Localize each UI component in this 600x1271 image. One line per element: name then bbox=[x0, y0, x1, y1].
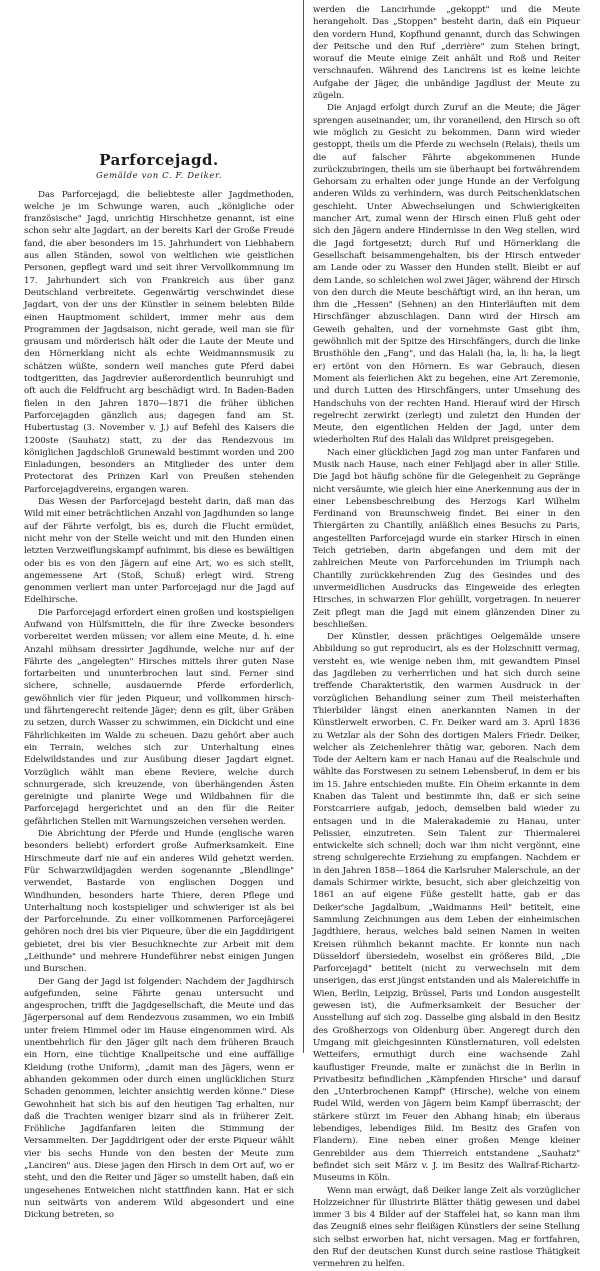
paragraph: Die Abrichtung der Pferde und Hunde (englische waren besonders beliebt) erfordert große Aufmerksamkeit. Eine Hirschmeute darf nie auf ein anderes Wild gehetzt werden. Für Schwarzwildjagden werden sogenannte „Blendlinge" verwendet, Bastarde von englischen Doggen und Windhunden, besonders harte Thiere, deren Pflege und Unterhaltung noch kostspieliger und schwieriger ist als bei der Parforcehunde. Zu einer vollkommenen Parforcejägerei gehören noch drei bis vier Piqueure, über die ein Jagddirigent gebietet, drei bis vier Besuchknechte zur Arbeit mit dem „Leithunde" und mehrere Hundeführer nebst einigen Jungen und Burschen. bbox=[24, 829, 294, 975]
paragraph: Wenn man erwägt, daß Deiker lange Zeit als vorzüglicher Holzzeichner für illustrirte Blätter thätig gewesen und dabei immer 3 bis 4 Bilder auf der Staffelei hat, so kann man ihm das Zeugniß eines sehr fleißigen Künstlers der seine Stellung sich selbst erworben hat, nicht versagen. Mag er fortfahren, den Ruf der deutschen Kunst durch seine rastlose Thätigkeit vermehren zu helfen. bbox=[313, 1185, 580, 1270]
article-subtitle: Gemälde von C. F. Deiker. bbox=[95, 171, 223, 182]
paragraph: Das Wesen der Parforcejagd besteht darin, daß man das Wild mit einer beträchtlichen Anzahl von Jagdhunden so lange auf der Fährte verfolgt, bis es, durch die Flucht ermüdet, nicht mehr von der Stelle weicht und mit den Hunden einen letzten Verzweiflungskampf aufnimmt, bis diese es bewältigen oder bis es von den Jägern auf eine Art, wo es sich stellt, angemessene Art (Stoß, Schuß) erlegt wird. Streng genommen verliert man unter Parforcejagd nur die Jagd auf Edelhirsche. bbox=[24, 497, 294, 606]
paragraph: Der Gang der Jagd ist folgender: Nachdem der Jagdhirsch aufgefunden, seine Fährte genau untersucht und angesprochen, trifft die Jagdgesellschaft, die Meute und das Jägerpersonal auf dem Rendezvous zusammen, wo ein Imbiß unter freiem Himmel oder im Hause eingenommen wird. Als unentbehrlich für den Jäger gilt nach dem früheren Brauch ein Horn, eine tüchtige Knallpeitsche und eine auffällige Kleidung (rothe Uniform), „damit man des Jägers, wenn er abhanden gekommen oder durch einen unglücklichen Sturz Schaden genommen, leichter ansichtig werden könne." Diese Gewohnheit hat sich bis auf den heutigen Tag erhalten, nur daß die Trachten weniger bizarr sind als in früherer Zeit. Fröhliche Jagdfanfaren leiten die Stimmung der Versammelten. Der Jagddirigent oder der erste Piqueur wählt vier bis sechs Hunde von den besten der Meute zum „Lanciren" aus. Diese jagen den Hirsch in dem Ort auf, wo er steht, und den die Reiter und Jäger so umstellt haben, daß ein ungesehenes Entweichen nicht stattfinden kann. Hat er sich nun seitwärts von anderem Wild abgesondert und eine Dickung betreten, so bbox=[24, 976, 294, 1221]
paragraph: Der Künstler, dessen prächtiges Oelgemälde unsere Abbildung so gut reproducirt, als es der Holzschnitt vermag, versteht es, wie wenige neben ihm, mit gewandtem Pinsel das Jagdleben zu verherrlichen und hat sich durch seine treffende Charakteristik, den warmen Ausdruck in der vorzüglichen Behandlung seiner zum Theil meisterhaften Thierbilder längst einen anerkannten Namen in der Künstlerwelt erworben. C. Fr. Deiker ward am 3. April 1836 zu Wetzlar als der Sohn des dortigen Malers Friedr. Deiker, welcher als Zeichenlehrer thätig war, geboren. Nach dem Tode der Aeltern kam er nach Hanau auf die Realschule und wählte das Forstwesen zu seinem Lebensberuf, in dem er bis im 15. Jahre entschieden mußte. Ein Oheim erkannte in dem Knaben das Talent und bestimmte ihn, daß er sich seine Forstcarriere aufgab, jedoch, demselben bald wieder zu entsagen und in die Malerakademie zu Hanau, unter Pelissier, einzutreten. Sein Talent zur Thiermalerei entwickelte sich schnell; doch war ihm nicht vergönnt, eine streng schulgerechte Erziehung zu empfangen. Nachdem er in den Jahren 1858—1864 die Karlsruher Malerschule, an der damals Schirmer wirkte, besucht, sich aber gleichzeitig von 1861 an auf eigene Füße gestellt hatte, gab er das Deiker'sche Jagdalbum, „Waidmanns Heil" betitelt, eine Sammlung Zeichnungen aus dem Leben der einheimischen Jagdthiere, heraus, welches bald seinen Namen in weiten Kreisen rühmlich bekannt machte. Er konnte nun nach Düsseldorf übersiedeln, woselbst ein größeres Bild, „Die Parforcejagd" betitelt (nicht zu verwechseln mit dem unserigen, das erst jüngst entstanden und als Malereichiffe in Wien, Berlin, Leipzig, Brüssel, Paris und London ausgestellt gewesen ist), die Aufmerksamkeit der Besucher der Ausstellung auf sich zog. Dasselbe ging alsbald in den Besitz des Großherzogs von Oldenburg über. Angeregt durch den Umgang mit gleichgesinnten Künstlernaturen, voll edelsten Wetteifers, ermuthigt durch eine wachsende Zahl kauflustiger Freunde, malte er zunächst die in Berlin in Privatbesitz befindlichen „Kämpfenden Hirsche" und darauf den „Unterbrochenen Kampf" (Hirsche), welche von einem Rudel Wild, werden von Jägern beim Kampf überrascht; der stärkere stürzt im Feuer den Abhang hinab; ein überaus lebendiges, lebendiges Bild. Im Besitz des Grafen von Flandern). Eine neben einer großen Menge kleiner Genrebilder aus dem Thierreich entstandene „Sauhatz" befindet sich seit März v. J. im Besitz des Wallraf-Richartz-Museums in Köln. bbox=[313, 632, 580, 1184]
left-column bbox=[24, 150, 294, 1221]
paragraph: Die Anjagd erfolgt durch Zuruf an die Meute; die Jäger sprengen auseinander, um, ihr voraneilend, den Hirsch so oft wie möglich zu Gesicht zu bekommen. Dann wird wieder gestoppt, theils um die Pferde zu wechseln (Relais), theils um die auf falscher Fährte abgekommenen Hunde zurückzubringen, theils um sie überhaupt bei fortwährendem Gehorsam zu erhalten oder junge Hunde an der Verfolgung anderen Wilds zu verhindern, was durch Peitschenklatschen geschieht. Unter Abwechselungen und Schwierigkeiten mancher Art, zumal wenn der Hirsch einen Fluß geht oder sich den Jägern andere Hindernisse in den Weg stellen, wird die Jagd fortgesetzt; durch Ruf und Hörnerklang die Gesellschaft beisammengehalten, bis der Hirsch entweder am Lande oder zu Wasser den Hunden stellt. Bleibt er auf dem Lande, so schleichen wol zwei Jäger, während der Hirsch von den durch die Meute beschäftigt wird, an ihn heran, um ihm die „Hessen" (Sehnen) an den Hinterläuften mit dem Hirschfänger abzuschlagen. Dann wird der Hirsch am Geweih gehalten, und der vornehmste Gast gibt ihm, gewöhnlich mit der Spitze des Hirschfängers, durch die linke Brusthöhle den „Fang", und das Halali (ha, la, li: ha, la liegt er) ertönt von den Hörnern. Es war Gebrauch, diesen Moment als feierlichen Akt zu begehen, eine Art Zeremonie, und durch Lutten des Hirschfängers, unter Umsehung des Handschuhs von der rechten Hand. Hierauf wird der Hirsch regelrecht zerwirkt (zerlegt) und zuletzt den Hunden der Meute, den eigentlichen Helden der Jagd, unter dem wiederholten Ruf des Halali das Wildpret preisgegeben. bbox=[313, 103, 580, 446]
article-title: Parforcejagd. bbox=[99, 151, 219, 169]
paragraph: Nach einer glücklichen Jagd zog man unter Fanfaren und Musik nach Hause, nach einer Fehljagd aber in aller Stille. Die Jagd bot häufig schöne für die Gelegenheit zu Gepränge nicht versäumte, wie gleich hier eine Anerkennung aus der in einer Lebensbeschreibung des Herzogs Karl Wilhelm Ferdinand von Braunschweig findet. Bei einer in den Thiergärten zu Chantilly, anläßlich eines Besuchs zu Paris, angestellten Parforcejagd wurde ein starker Hirsch in einen Teich getrieben, darin abgefangen und dem mit der zahlreichen Meute von Parforcehunden im Triumph nach Chantilly zurückkehrenden Zug des Gesindes und des unvermeidlichen Ausdrucks das Eingeweide des erlegten Hirsches, in schwarzen Flor gehüllt, vorgetragen. In neuerer Zeit pflegt man die Jagd mit einem glänzenden Diner zu beschließen. bbox=[313, 447, 580, 630]
paragraph: werden die Lancirhunde „gekoppt" und die Meute herangeholt. Das „Stoppen" besteht darin, daß ein Piqueur den vordern Hund, Kopfhund genannt, durch das Schwingen der Peitsche und den Ruf „derrière" zum Stehen bringt, worauf die Meute einige Zeit anhält und Roß und Reiter verschnaufen. Während des Lancirens ist es keine leichte Aufgabe der Jäger, die unbändige Jagdlust der Meute zu zügeln. bbox=[313, 5, 580, 102]
right-column bbox=[313, 4, 580, 1270]
paragraph: Die Parforcejagd erfordert einen großen und kostspieligen Aufwand von Hülfsmitteln, die für ihre Zwecke besonders vorbereitet werden müssen; vor allem eine Meute, d. h. eine Anzahl mühsam dressirter Jagdhunde, welche nur auf der Fährte des „angelegten" Hirsches mittels ihrer guten Nase fortarbeiten und ununterbrochen laut sind. Ferner sind sichere, schnelle, ausdauernde Pferde erforderlich, gewöhnlich vier für jeden Piqueur, und vollkommen hirsch- und fährtengerecht reitende Jäger; denn es gilt, über Gräben zu setzen, durch Wasser zu schwimmen, ein Dickicht und eine Fährlichkeiten im Walde zu scheuen. Dazu gehört aber auch ein Terrain, welches sich zur Unterhaltung eines Edelwildstandes und zur Ausübung dieser Jagdart eignet. Vorzüglich wählt man ebene Reviere, welche durch schnurgerade, sich kreuzende, von überhängenden Ästen gereinigte und planirte Wege und Wildbahnen für die Parforcejagd hergerichtet und an den für die Reiter gefährlichen Stellen mit Warnungszeichen versehen werden. bbox=[24, 607, 294, 827]
column-divider bbox=[303, 0, 304, 1053]
paragraph: Das Parforcejagd, die beliebteste aller Jagdmethoden, welche je im Schwunge waren, auch „königliche oder französische" Jagd, unrichtig Hirschhetze genannt, ist eine schon sehr alte Jagdart, an der bereits Karl der Große Freude fand, die aber besonders im 15. Jahrhundert von Liebhabern aus allen Ständen, sowol von weltlichen wie geistlichen Personen, gepflegt ward und seit ihrer Vervollkommnung im 17. Jahrhundert sich von Frankreich aus über ganz Deutschland verbreitete. Gegenwärtig verschwindet diese Jagdart, von der uns der Künstler in seinem belebten Bilde einen Hauptmoment schildert, immer mehr aus dem Programmen der Jagdsaison, nicht gerade, weil man sie für grausam und mörderisch hält oder die Laute der Meute und den Hörnerklang nicht als echte Weidmannsmusik zu schätzen wüßte, sondern weil manches gute Pferd dabei todtgeritten, das Jagdrevier außerordentlich beunruhigt und oft auch die Feldfrucht arg beschädigt wird. In Baden-Baden fielen in den Jahren 1870—1871 die früher üblichen Parforcejagden gänzlich aus; dagegen fand am St. Hubertustag (3. November v. J.) auf Befehl des Kaisers die 1200ste (Sauhatz) statt, zu der das Rendezvous im königlichen Jagdschloß Grunewald bestimmt worden und 200 Einladungen, besonders an Mitglieder des unter dem Protectorat des Prinzen Karl von Preußen stehenden Parforcejagdvereins, ergangen waren. bbox=[24, 189, 294, 495]
